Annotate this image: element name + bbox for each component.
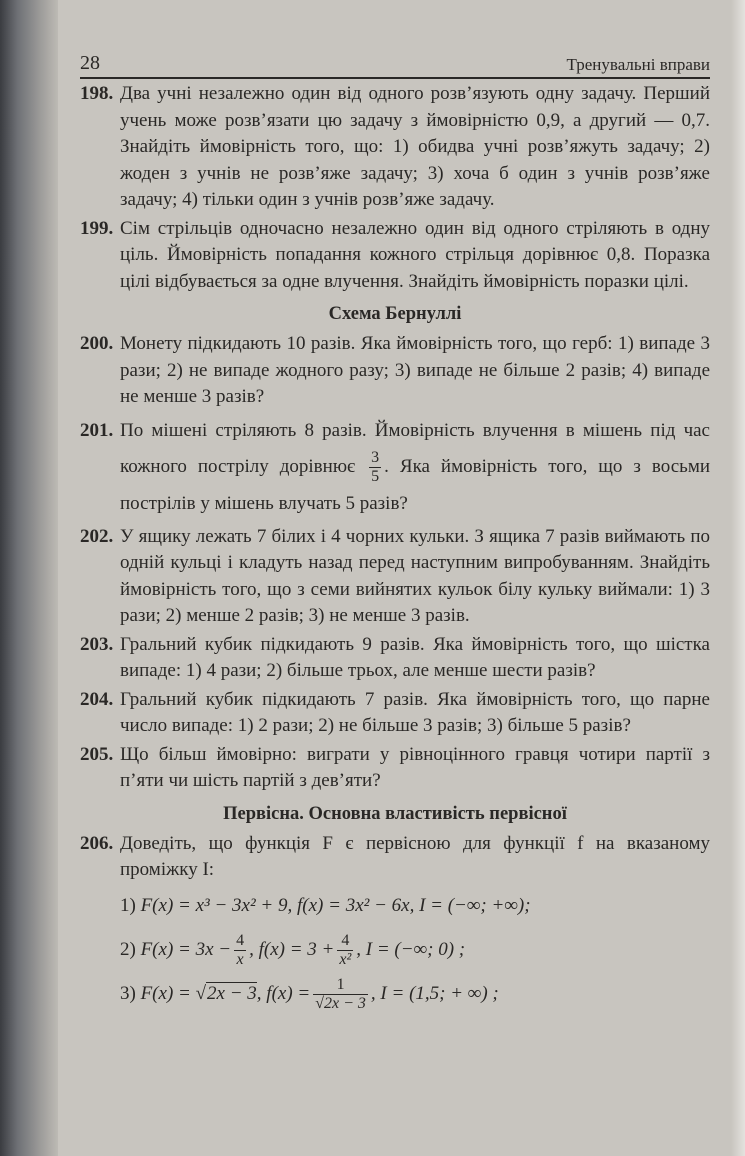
problem-text: У ящику лежать 7 білих і 4 чорних кульки. З ящика 7 разів виймають по одній кульці і кладуть назад перед наступним випробуванням. Знайдіть ймовірність того, що з семи вийнятих кульок білу кульку виймали: 1) 3 рази; 2) менше 2 разів; 3) не менше 3 разів.: [120, 525, 710, 627]
problem-text-cont: . Яка ймовірність того, що з восьми пострілів у мішень влучать 5 разів?: [120, 455, 711, 514]
formula-2: [80, 928, 710, 972]
fraction: [337, 932, 353, 969]
problem-number: 199.: [80, 217, 114, 239]
item-label: 1): [120, 894, 136, 916]
denominator: x: [236, 950, 244, 968]
section-heading-bernoulli: Схема Бернуллі: [328, 304, 462, 324]
formula-3: [80, 972, 710, 1016]
numerator: 4: [337, 932, 353, 951]
problem-text: Монету підкидають 10 разів. Яка ймовірність того, що герб: 1) випаде 3 рази; 2) не випаде жодного разу; 3) випаде не більше 2 разів; 4) випаде не менше 3 разів?: [120, 333, 710, 407]
problem-number: 198.: [80, 83, 114, 104]
F-expression: F(x) = √: [140, 982, 207, 1004]
problem-text: Сім стрільців одночасно незалежно один від одного стріляють в одну ціль. Ймовірність попадання кожного стрільця дорівнює 0,8. Поразка цілі відбувається за одне влучення. Знайдіть ймовірність поразки цілі.: [120, 217, 710, 292]
problem-text: Гральний кубик підкидають 7 разів. Яка ймовірність того, що парне число випаде: 1) 2 рази; 2) не більше 3 разів; 3) більше 5 разів?: [120, 688, 710, 737]
fraction: [313, 976, 368, 1013]
problem-198: [80, 81, 710, 214]
problem-number: 203.: [80, 633, 114, 655]
item-label: 2): [120, 938, 136, 960]
problem-199: [80, 216, 710, 296]
page-number: 28: [80, 52, 100, 74]
problem-number: 205.: [80, 743, 114, 765]
problem-200: [80, 331, 710, 411]
problem-text: Два учні незалежно один від одного розв’язують одну задачу. Перший учень може розв’язати цю задачу з ймовірністю 0,9, а другий — 0,7. Знайдіть ймовірність того, що: 1) обидва учні розв’яжуть задачу; 2) жоден з учнів не розв’яже задачу; 3) хоча б один з учнів розв’яже задачу; 4) тільки один з учнів розв’яже задачу.: [120, 83, 710, 210]
book-page: [80, 52, 710, 1016]
numerator: 3: [371, 448, 380, 466]
problem-206: [80, 831, 710, 884]
problem-201: [80, 413, 710, 522]
denominator: √2x − 3: [315, 994, 366, 1012]
F-expression: F(x) = 3x −: [140, 938, 232, 960]
denominator: 5: [371, 467, 380, 485]
f-expression: , f(x) = 3 +: [249, 938, 335, 960]
f-expression: f(x) = 3x² − 6x,: [297, 894, 415, 916]
page-header: [80, 52, 710, 79]
formula-1: [80, 884, 710, 928]
f-expression: , f(x) =: [256, 982, 311, 1004]
problem-202: [80, 524, 710, 630]
problem-number: 201.: [80, 419, 114, 441]
book-binding-shadow: [0, 0, 58, 1156]
F-expression: F(x) = x³ − 3x² + 9,: [140, 894, 293, 916]
fraction: [234, 932, 246, 969]
problem-number: 204.: [80, 688, 114, 710]
interval: , I = (−∞; 0) ;: [356, 938, 466, 960]
problem-204: [80, 687, 710, 740]
radicand: 2x − 3: [207, 982, 257, 1004]
running-title: Тренувальні вправи: [566, 55, 710, 74]
problem-text: Гральний кубик підкидають 9 разів. Яка ймовірність того, що шістка випаде: 1) 4 рази; 2) більше трьох, але менше шести разів?: [120, 633, 710, 682]
problem-number: 206.: [80, 832, 114, 854]
interval: I = (−∞; +∞);: [419, 894, 531, 916]
section-heading-antiderivative: Первісна. Основна властивість первісної: [223, 803, 567, 824]
denominator: x²: [339, 950, 352, 968]
numerator: 1: [313, 976, 368, 995]
item-label: 3): [120, 982, 136, 1004]
problem-text: Доведіть, що функція F є первісною для функції f на вказаному проміжку I:: [120, 832, 710, 881]
page-edge: [731, 0, 745, 1156]
problem-203: [80, 632, 710, 685]
fraction: [369, 449, 381, 486]
problem-text: По мішені стріляють 8 разів. Ймовірність влучення в мішень під час кожного пострілу дорівнює: [120, 419, 710, 477]
problem-number: 202.: [80, 525, 114, 547]
problem-number: 200.: [80, 333, 114, 354]
numerator: 4: [236, 931, 245, 949]
problem-text: Що більш ймовірно: виграти у рівноцінного гравця чотири партії з п’яти чи шість партій з дев’яти?: [120, 743, 710, 792]
interval: , I = (1,5; + ∞) ;: [370, 982, 499, 1004]
problem-205: [80, 742, 710, 795]
